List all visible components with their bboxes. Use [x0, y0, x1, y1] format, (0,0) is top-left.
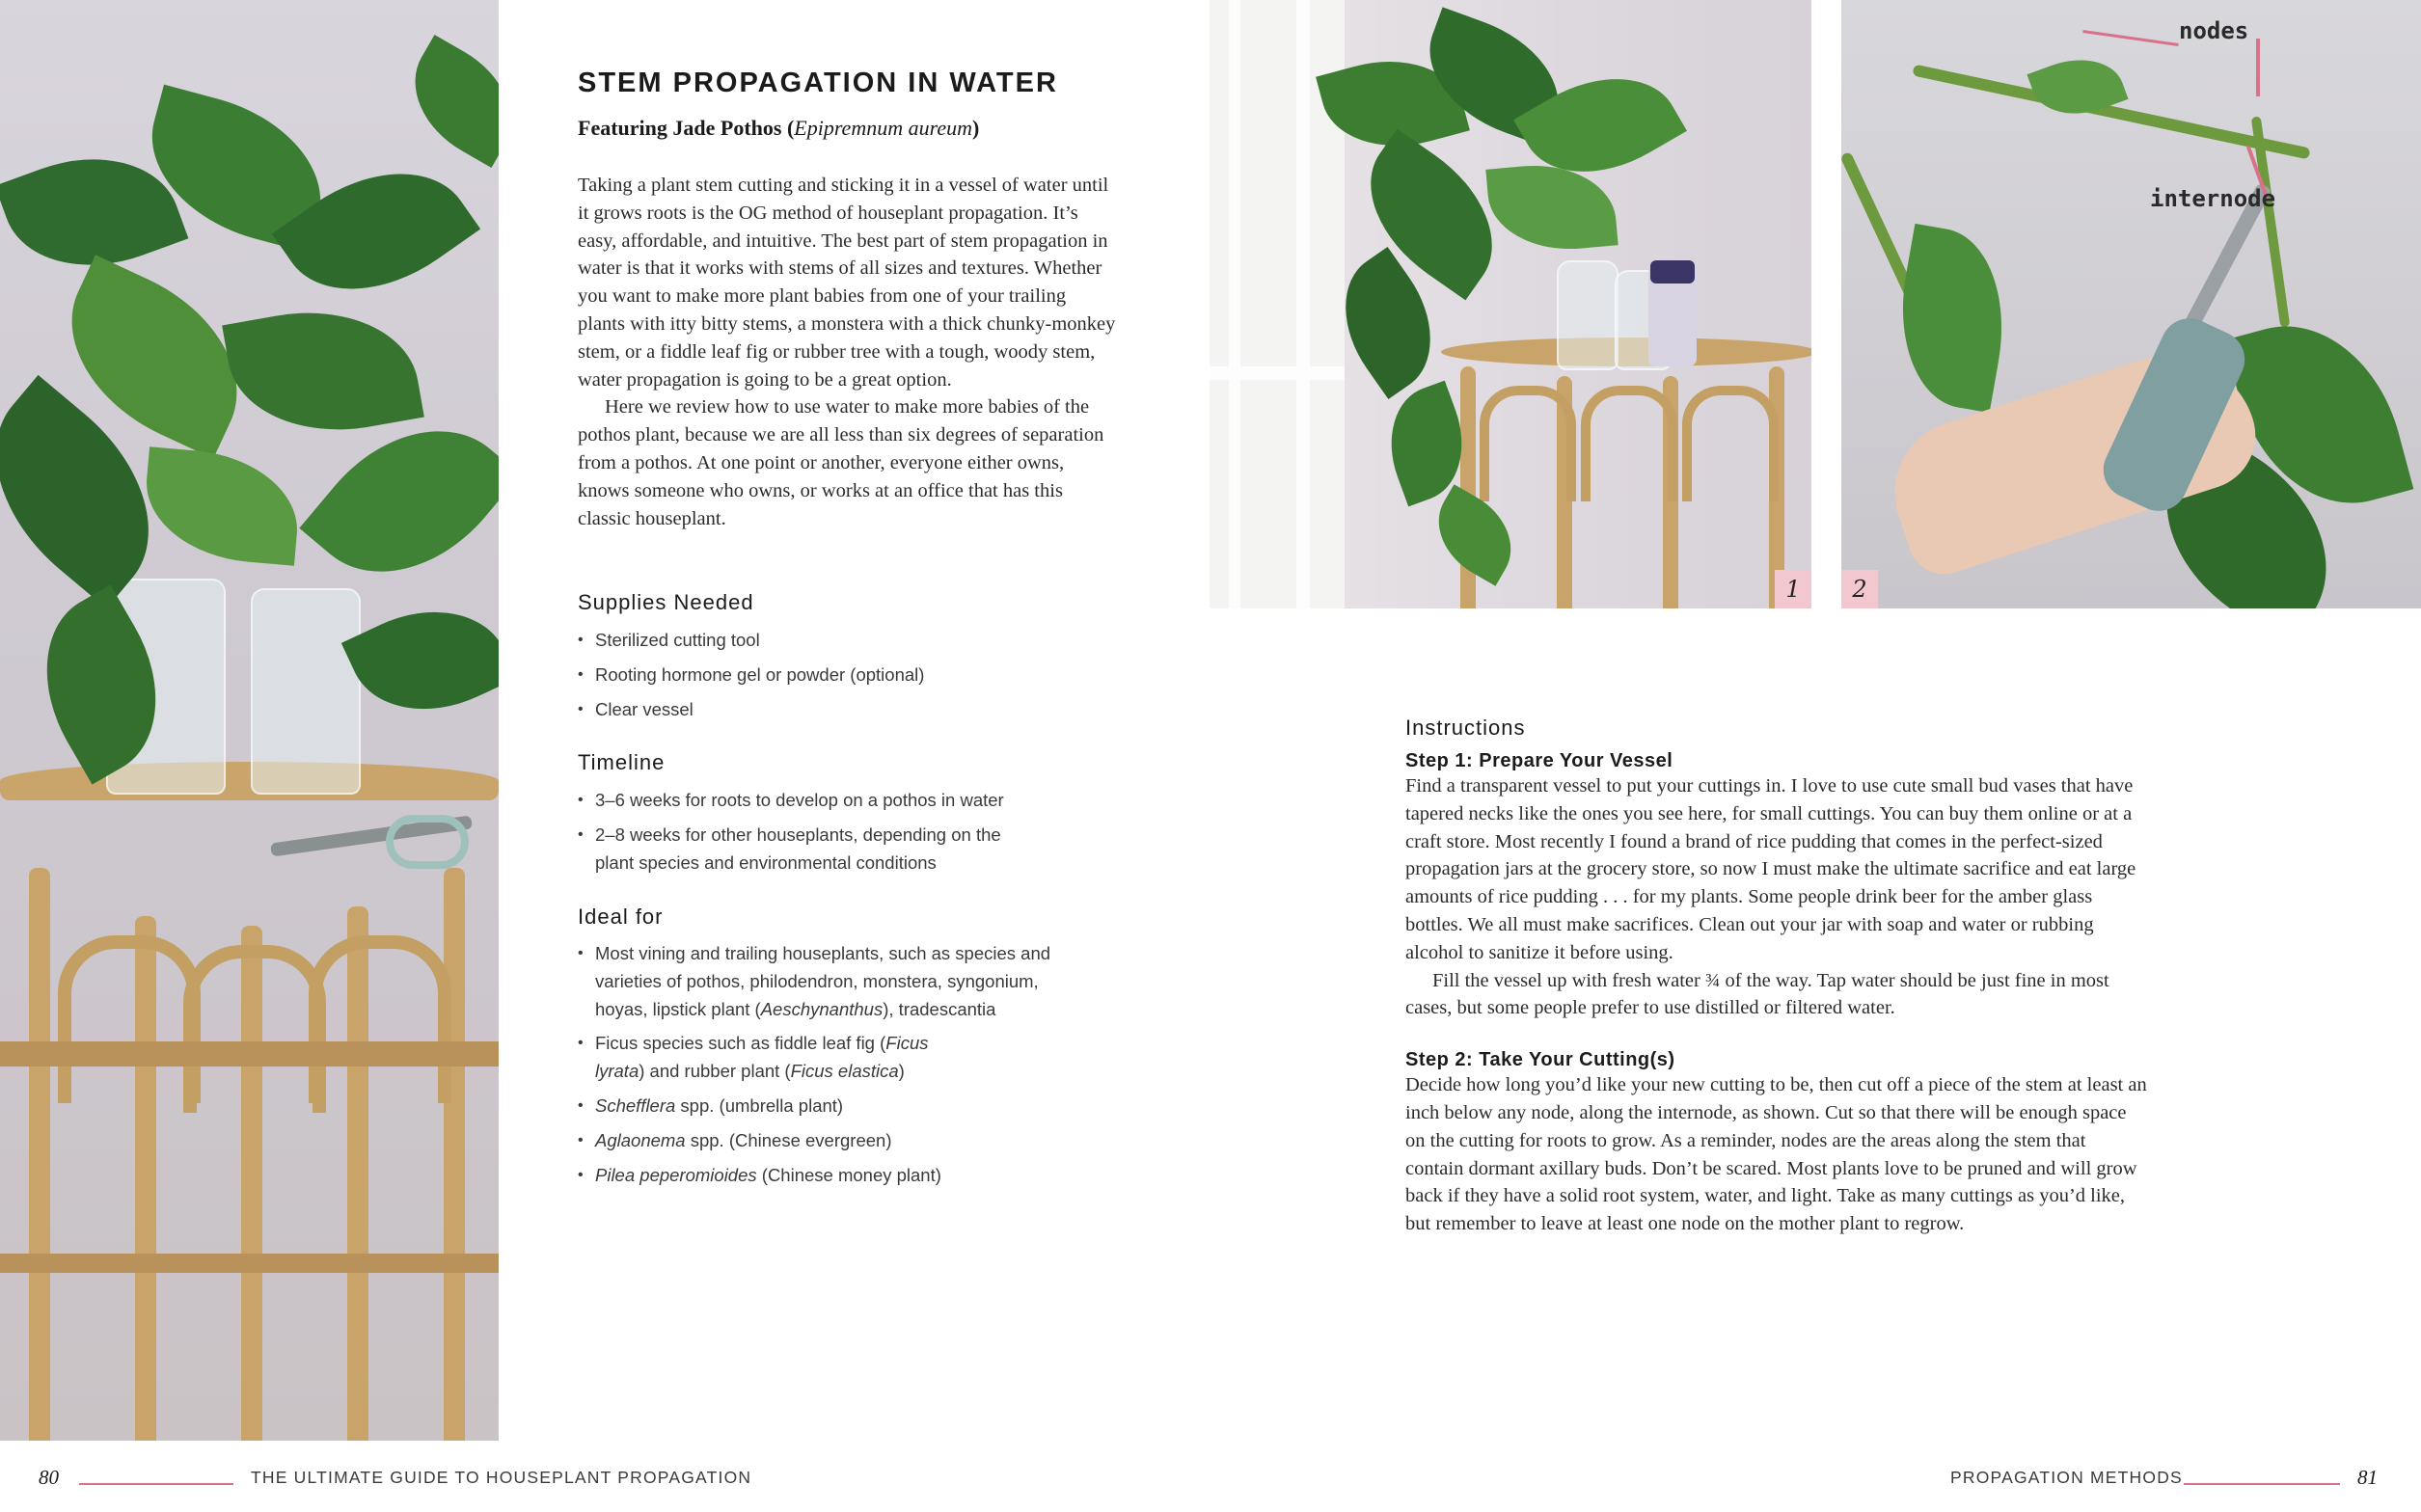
left-running-title: THE ULTIMATE GUIDE TO HOUSEPLANT PROPAGATION — [251, 1468, 752, 1487]
item-text: ) — [898, 1061, 905, 1082]
item-text: Ficus species such as fiddle leaf fig ( — [595, 1033, 886, 1054]
item-text: ) and rubber plant ( — [639, 1061, 791, 1082]
instructions-section — [1405, 716, 2148, 1238]
photo-cutting-stem-with-scissors — [1841, 0, 2421, 608]
supplies-heading: Supplies Needed — [578, 590, 754, 614]
item-latin: Pilea peperomioides — [595, 1164, 757, 1185]
photo-number-badge-2: 2 — [1841, 570, 1878, 608]
list-item — [578, 940, 1089, 1023]
item-text: spp. (umbrella plant) — [675, 1094, 844, 1116]
list-item: • 2–8 weeks for other houseplants, depending on the plant species and environmental conditions — [578, 822, 1041, 878]
step-1-paragraph-2: Fill the vessel up with fresh water ¾ of the way. Tap water should be just fine in most cases, but some people prefer to use distilled or filtered water. — [1405, 969, 2109, 1019]
timeline-heading: Timeline — [578, 750, 666, 774]
list-item — [578, 1093, 1089, 1120]
subtitle-lead: Featuring Jade Pothos ( — [578, 116, 795, 140]
step-2-heading: Step 2: Take Your Cutting(s) — [1405, 1049, 1675, 1071]
list-item: • Clear vessel — [578, 696, 1118, 724]
step-1-heading: Step 1: Prepare Your Vessel — [1405, 750, 1673, 771]
supplies-list — [578, 627, 1118, 730]
right-footer-rule — [2184, 1483, 2340, 1485]
intro-paragraph-2: Here we review how to use water to make more babies of the pothos plant, because we are all less than six degrees of separation from a pothos. At one point or another, everyone either owns, knows someone who owns, or works at an office that has this classic houseplant. — [578, 396, 1104, 529]
list-item: • 3–6 weeks for roots to develop on a pothos in water — [578, 787, 1041, 815]
item-text: Most vining and trailing houseplants, such as species and varieties of pothos, philodendron, monstera, syngonium, hoyas, lipstick plant ( — [595, 943, 1051, 1019]
annotation-nodes: nodes — [2179, 17, 2249, 44]
page-subtitle — [578, 116, 979, 141]
left-footer-rule — [79, 1483, 233, 1485]
photo-pothos-cuttings-in-jars — [0, 0, 499, 1441]
list-item: • Rooting hormone gel or powder (optional) — [578, 662, 1118, 689]
photo-number-badge-1: 1 — [1775, 570, 1811, 608]
step-1-paragraph-1: Find a transparent vessel to put your cuttings in. I love to use cute small bud vases that have tapered necks like the ones you see here, for small cuttings. You can buy them online or at a craft store. Most recently I found a brand of rice pudding that comes in the perfect-sized propagation jars at the grocery store, so now I must make the ultimate sacrifice and eat large amounts of rice pudding . . . for my plants. Some people drink beer for the amber glass bottles. We all must make sacrifices. Clean out your jar with soap and water or rubbing alcohol to sanitize it before using. — [1405, 775, 2136, 963]
ideal-for-heading: Ideal for — [578, 904, 664, 929]
item-text: spp. (Chinese evergreen) — [685, 1129, 892, 1150]
item-text: (Chinese money plant) — [756, 1164, 941, 1185]
left-page-number: 80 — [39, 1466, 59, 1489]
list-item: • Sterilized cutting tool — [578, 627, 1118, 655]
item-latin: Aglaonema — [595, 1129, 686, 1150]
right-page-number: 81 — [2357, 1466, 2378, 1489]
annotation-internode: internode — [2150, 185, 2276, 212]
item-text: ), tradescantia — [883, 998, 996, 1019]
page-title: STEM PROPAGATION IN WATER — [578, 68, 1058, 98]
item-latin: Ficus elastica — [790, 1061, 899, 1082]
right-running-title: PROPAGATION METHODS — [1950, 1468, 2183, 1487]
list-item — [578, 1030, 981, 1086]
intro-paragraph-1: Taking a plant stem cutting and sticking it in a vessel of water until it grows roots is the OG method of houseplant propagation. It’s easy, affordable, and intuitive. The best part of stem propagation in water is that it works with stems of all sizes and textures. Whether you want to make more plant babies from one of your trailing plants with itty bitty stems, a monstera with a thick chunky-monkey stem, or a fiddle leaf fig or rubber tree with a tough, woody stem, water propagation is going to be a great option. — [578, 175, 1116, 391]
timeline-list — [578, 787, 1041, 883]
subtitle-tail: ) — [972, 116, 980, 140]
ideal-for-list — [578, 940, 1089, 1196]
photo-pothos-on-rattan-stand — [1210, 0, 1811, 608]
item-latin: Aeschynanthus — [760, 998, 884, 1019]
list-item — [578, 1127, 1089, 1155]
step-2-paragraph-1: Decide how long you’d like your new cutting to be, then cut off a piece of the stem at least an inch below any node, along the internode, as shown. Cut so that there will be enough space on the cutting for roots to grow. As a reminder, nodes are the areas along the stem that contain dormant axillary buds. Don’t be scared. Most plants love to be pruned and will grow back if they have a solid root system, water, and light. Take as many cuttings as you’d like, but remember to leave at least one node on the mother plant to regrow. — [1405, 1074, 2147, 1235]
subtitle-latin-name: Epipremnum aureum — [794, 116, 972, 140]
intro-text — [578, 172, 1118, 532]
item-latin: Schefflera — [595, 1094, 676, 1116]
list-item — [578, 1162, 1089, 1190]
item-latin: Ficus lyrata — [595, 1033, 929, 1082]
instructions-heading: Instructions — [1405, 716, 1526, 740]
